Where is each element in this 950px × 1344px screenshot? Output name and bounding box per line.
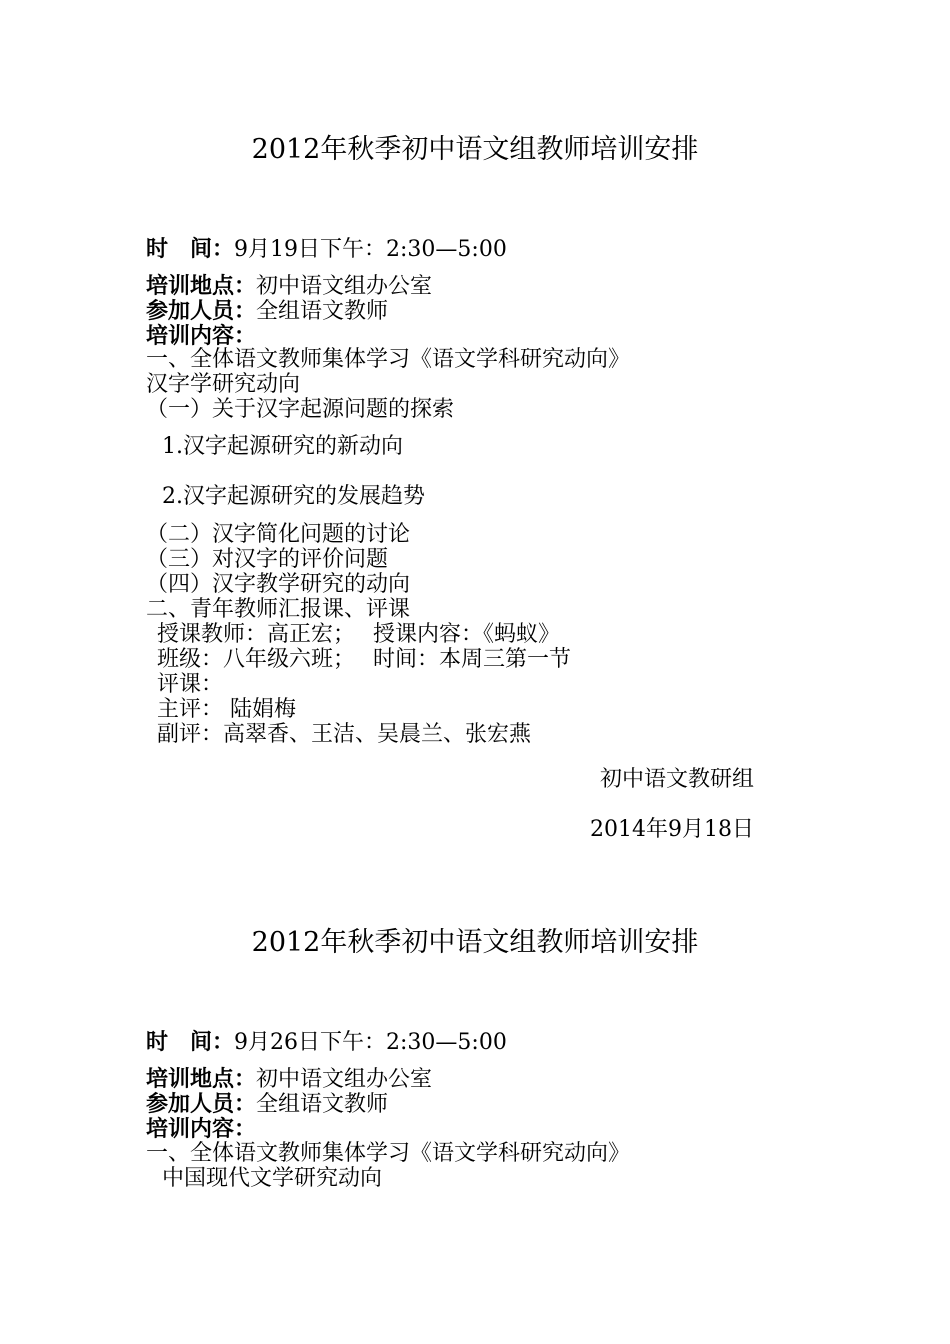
content-line: （一）关于汉字起源问题的探索 [146,397,455,422]
content-line: 二、青年教师汇报课、评课 [146,597,411,622]
content-line: 一、全体语文教师集体学习《语文学科研究动向》 [146,1141,631,1166]
location-label: 培训地点： [146,273,257,299]
signature: 初中语文教研组 [599,767,754,792]
content-line: 1.汉字起源研究的新动向 [162,434,403,459]
page-title: 2012年秋季初中语文组教师培训安排 [251,927,699,958]
content-line: （三）对汉字的评价问题 [146,547,389,572]
time-label: 时 间： [146,236,235,262]
time-row [146,238,507,261]
document-date: 2014年9月18日 [590,817,754,842]
content-line: 中国现代文学研究动向 [162,1166,383,1191]
participants-value: 全组语文教师 [256,299,389,324]
content-line: （二）汉字简化问题的讨论 [146,522,411,547]
content-line: 汉字学研究动向 [146,372,301,397]
content-line: 评课： [157,672,224,697]
content-line: 一、全体语文教师集体学习《语文学科研究动向》 [146,347,631,372]
content-line: （四）汉字教学研究的动向 [146,572,411,597]
content-line: 班级：八年级六班； 时间：本周三第一节 [157,647,571,672]
content-line: 副评：高翠香、王洁、吴晨兰、张宏燕 [157,722,532,747]
participants-label: 参加人员： [146,1091,257,1117]
time-value: 9月26日下午：2:30—5:00 [234,1030,507,1055]
location-row [146,1068,432,1091]
time-value: 9月19日下午：2:30—5:00 [234,237,507,262]
location-row [146,275,432,298]
content-line: 2.汉字起源研究的发展趋势 [162,484,425,509]
participants-row [146,1093,388,1116]
time-row [146,1031,507,1054]
content-label: 培训内容： [146,323,257,349]
participants-row [146,300,388,323]
time-label: 时 间： [146,1029,235,1055]
content-line: 主评： 陆娟梅 [157,697,296,722]
content-label: 培训内容： [146,1116,257,1142]
participants-label: 参加人员： [146,298,257,324]
location-value: 初中语文组办公室 [256,274,433,299]
content-line: 授课教师：高正宏； 授课内容：《蚂蚁》 [157,622,560,647]
location-value: 初中语文组办公室 [256,1067,433,1092]
page-title: 2012年秋季初中语文组教师培训安排 [251,134,699,165]
participants-value: 全组语文教师 [256,1092,389,1117]
location-label: 培训地点： [146,1066,257,1092]
